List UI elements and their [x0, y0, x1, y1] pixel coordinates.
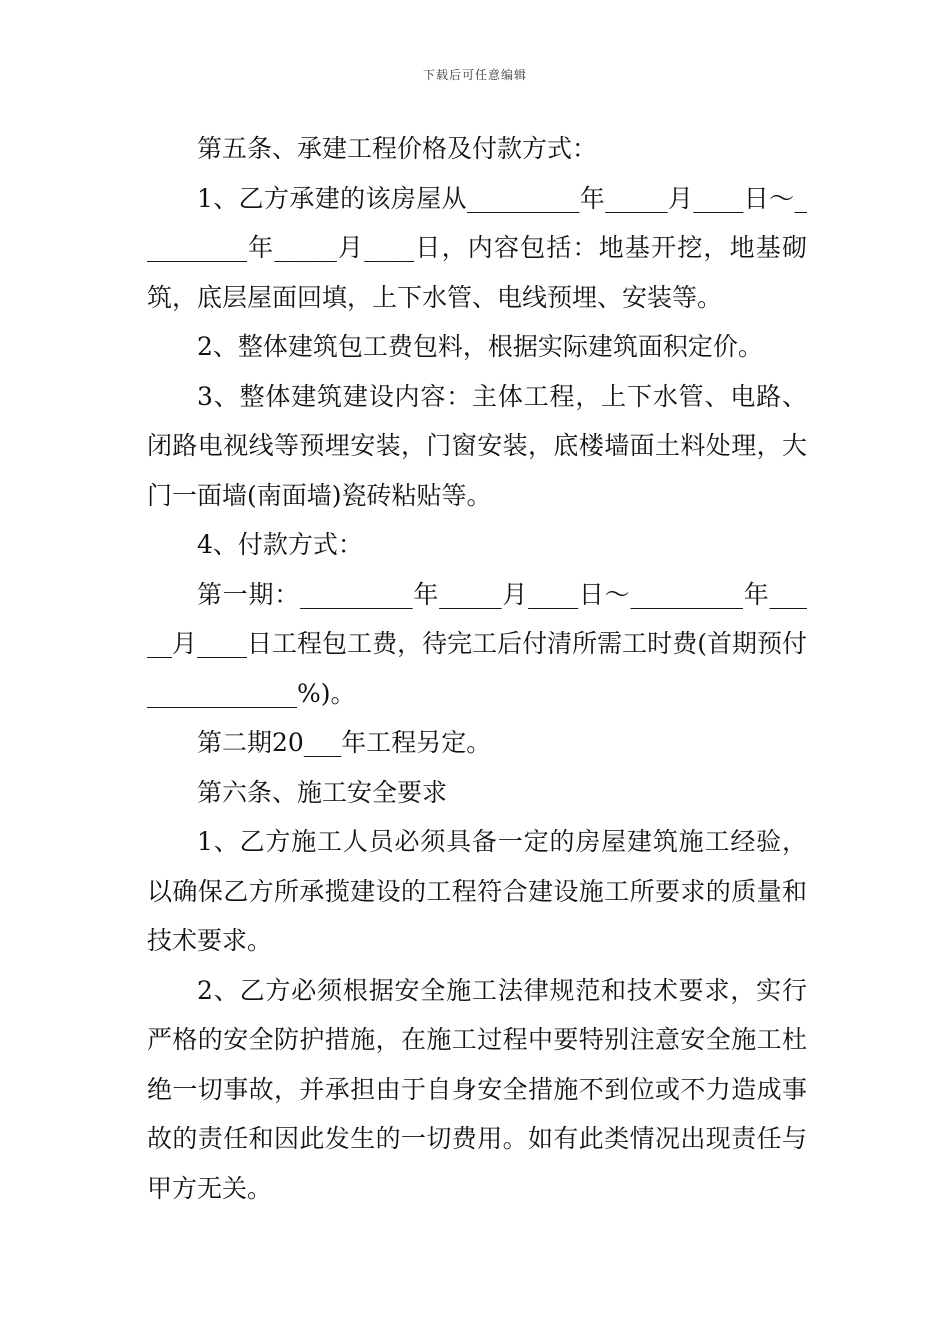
article5-item3: 3、整体建筑建设内容：主体工程，上下水管、电路、闭路电视线等预埋安装，门窗安装，底楼墙面土料处理，大门一面墙(南面墙)瓷砖粘贴等。	[147, 381, 807, 510]
article5-item4: 4、付款方式：	[197, 530, 363, 559]
document-body	[147, 124, 807, 1213]
article5-item2: 2、整体建筑包工费包料，根据实际建筑面积定价。	[197, 332, 763, 361]
article5-item1: 1、乙方承建的该房屋从_________年_____月____日～_________年_____月____日，内容包括：地基开挖，地基砌筑，底层屋面回填，上下水管、电线预埋、安装等。	[147, 183, 807, 312]
payment-phase2: 第二期20___年工程另定。	[197, 728, 492, 757]
payment-phase1: 第一期：_________年_____月____日～_________年_____月____日工程包工费，待完工后付清所需工时费(首期预付____________%)。	[147, 579, 807, 708]
article5-title: 第五条、承建工程价格及付款方式：	[197, 134, 598, 163]
page-header: 下载后可任意编辑	[422, 68, 527, 82]
article6-item1: 1、乙方施工人员必须具备一定的房屋建筑施工经验，以确保乙方所承揽建设的工程符合建设施工所要求的质量和技术要求。	[147, 827, 807, 955]
article6-title: 第六条、施工安全要求	[197, 777, 448, 807]
article6-item2: 2、乙方必须根据安全施工法律规范和技术要求，实行严格的安全防护措施，在施工过程中要特别注意安全施工杜绝一切事故，并承担由于自身安全措施不到位或不力造成事故的责任和因此发生的一切费用。如有此类情况出现责任与甲方无关。	[147, 975, 807, 1203]
